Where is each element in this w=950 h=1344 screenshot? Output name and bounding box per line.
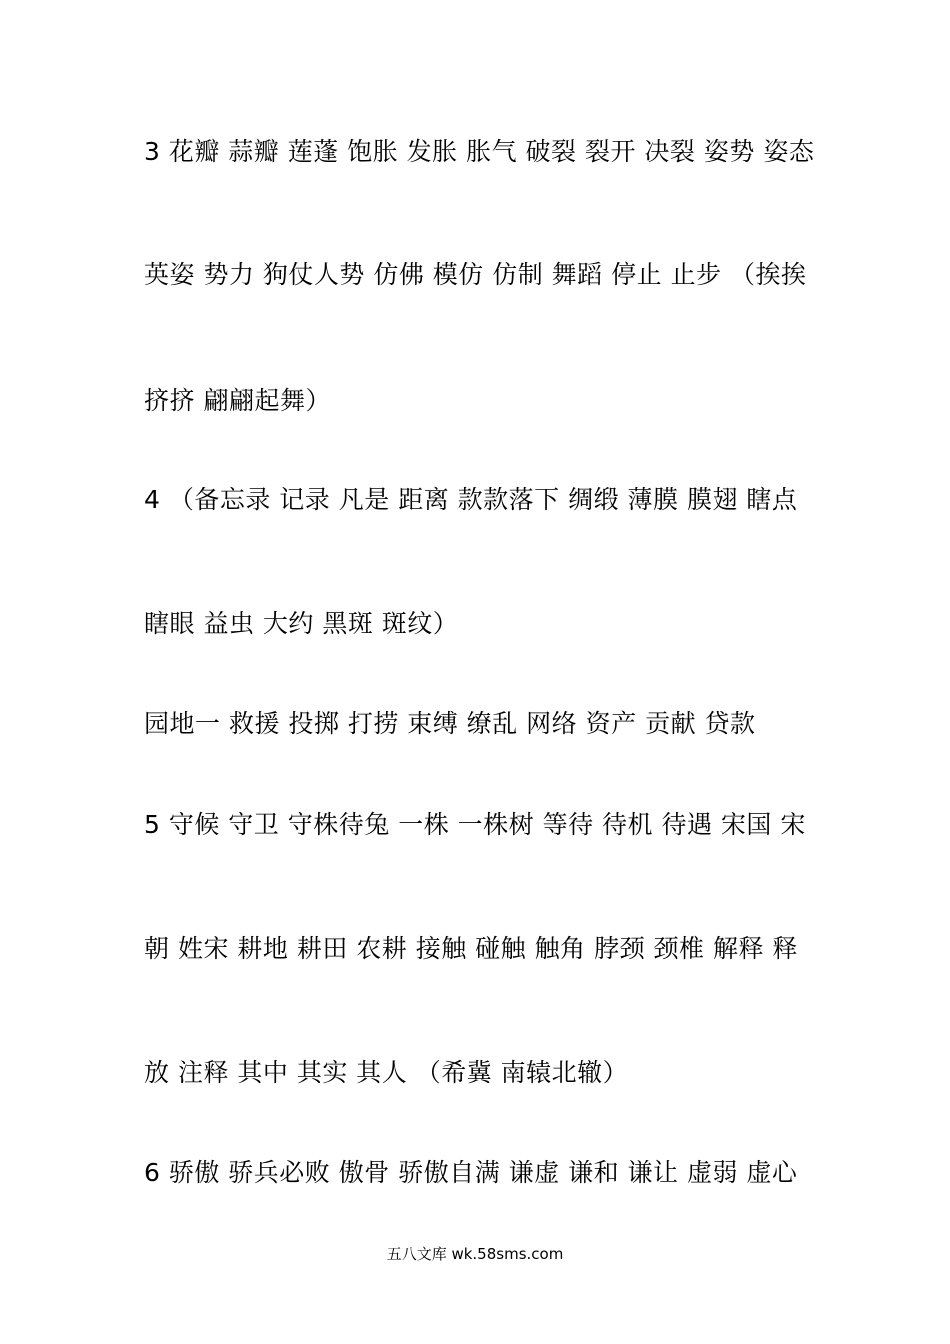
text-line: 放 注释 其中 其实 其人 （希冀 南辕北辙） (144, 1058, 629, 1087)
text-line: 挤挤 翩翩起舞） (144, 386, 331, 415)
text-line: 3 花瓣 蒜瓣 莲蓬 饱胀 发胀 胀气 破裂 裂开 决裂 姿势 姿态 (144, 137, 815, 166)
text-line: 5 守候 守卫 守株待兔 一株 一株树 等待 待机 待遇 宋国 宋 (144, 810, 806, 839)
text-line: 朝 姓宋 耕地 耕田 农耕 接触 碰触 触角 脖颈 颈椎 解释 释 (144, 934, 798, 963)
text-line: 6 骄傲 骄兵必败 傲骨 骄傲自满 谦虚 谦和 谦让 虚弱 虚心 (144, 1158, 798, 1187)
text-line: 4 （备忘录 记录 凡是 距离 款款落下 绸缎 薄膜 膜翅 瞎点 (144, 485, 798, 514)
page-footer: 五八文库 wk.58sms.com (386, 1245, 564, 1263)
text-line: 瞎眼 益虫 大约 黑斑 斑纹） (144, 609, 459, 638)
text-line: 英姿 势力 狗仗人势 仿佛 模仿 仿制 舞蹈 停止 止步 （挨挨 (144, 260, 807, 289)
text-line: 园地一 救援 投掷 打捞 束缚 缭乱 网络 资产 贡献 贷款 (144, 709, 756, 738)
